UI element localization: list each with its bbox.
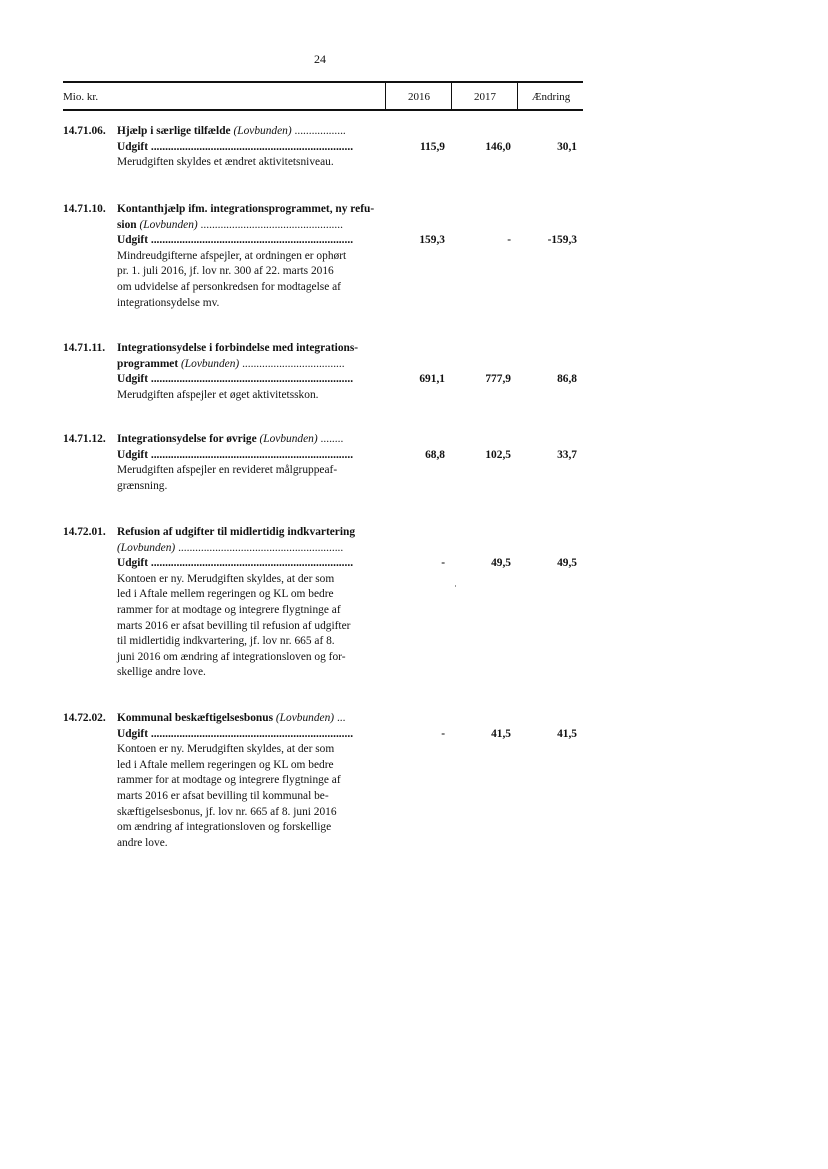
description-line: til midlertidig indkvartering, jf. lov nr. 665 af 8. bbox=[117, 635, 335, 648]
description-line: juni 2016 om ændring af integrationsloven og for- bbox=[117, 650, 346, 663]
entry-description bbox=[117, 249, 417, 311]
entry-title bbox=[117, 711, 387, 727]
value-change: 86,8 bbox=[557, 373, 577, 386]
title-line: programmet bbox=[117, 357, 181, 370]
unit-header: Mio. kr. bbox=[63, 91, 99, 103]
expenditure-line: Udgift ....................................................................... bbox=[117, 727, 354, 740]
scan-speck bbox=[455, 585, 456, 587]
value-2017: 777,9 bbox=[485, 373, 511, 386]
entry-title bbox=[117, 124, 387, 140]
account-code: 14.71.12. bbox=[63, 433, 106, 445]
value-change: 33,7 bbox=[557, 448, 577, 461]
entry-body bbox=[117, 124, 387, 171]
description-line: om ændring af integrationsloven og forskellige bbox=[117, 821, 332, 834]
expenditure-line: Udgift ....................................................................... bbox=[117, 140, 354, 153]
leader-dots: .......................................................... bbox=[175, 541, 344, 554]
title-line: Kommunal beskæftigelsesbonus bbox=[117, 712, 276, 724]
entry-title bbox=[117, 341, 417, 372]
description-line: om udvidelse af personkredsen for modtagelse af bbox=[117, 280, 341, 293]
law-status: (Lovbunden) bbox=[117, 541, 176, 554]
description-line: Kontoen er ny. Merudgiften skyldes, at der som bbox=[117, 743, 335, 756]
title-line: Integrationsydelse for øvrige bbox=[117, 433, 260, 445]
column-header-2017: 2017 bbox=[451, 83, 518, 109]
description-line: Merudgiften afspejler et øget aktivitetsskon. bbox=[117, 388, 319, 401]
expenditure-line: Udgift ....................................................................... bbox=[117, 448, 354, 461]
law-status: (Lovbunden) bbox=[233, 125, 292, 137]
entry-title bbox=[117, 202, 417, 233]
column-header-2016: 2016 bbox=[385, 83, 452, 109]
value-2016: 691,1 bbox=[419, 373, 445, 386]
leader-dots: ... bbox=[334, 712, 346, 724]
value-2017: 146,0 bbox=[485, 140, 511, 153]
entry-description bbox=[117, 388, 417, 404]
title-line: Refusion af udgifter til midlertidig indkvartering bbox=[117, 526, 356, 538]
description-line: marts 2016 er afsat bevilling til refusion af udgifter bbox=[117, 619, 351, 632]
description-line: grænsning. bbox=[117, 479, 168, 492]
entry-body bbox=[117, 202, 417, 311]
law-status: (Lovbunden) bbox=[275, 712, 335, 724]
expenditure-line: Udgift ....................................................................... bbox=[117, 557, 354, 570]
value-2017: 41,5 bbox=[491, 727, 511, 740]
entry-description bbox=[117, 572, 417, 681]
value-2016: - bbox=[441, 557, 445, 570]
law-status: (Lovbunden) bbox=[259, 433, 318, 445]
entry-body bbox=[117, 711, 387, 851]
description-line: Merudgiften afspejler en revideret målgruppeaf- bbox=[117, 464, 338, 477]
entry-description bbox=[117, 155, 387, 171]
description-line: skæftigelsesbonus, jf. lov nr. 665 af 8. juni 2016 bbox=[117, 805, 337, 818]
value-change: 41,5 bbox=[557, 727, 577, 740]
description-line: Kontoen er ny. Merudgiften skyldes, at der som bbox=[117, 572, 335, 585]
description-line: Merudgiften skyldes et ændret aktivitetsniveau. bbox=[117, 156, 334, 169]
value-2017: - bbox=[507, 234, 511, 247]
value-2016: 159,3 bbox=[419, 234, 445, 247]
account-code: 14.72.01. bbox=[63, 526, 106, 538]
account-code: 14.72.02. bbox=[63, 712, 106, 724]
description-line: skellige andre love. bbox=[117, 666, 206, 679]
description-line: rammer for at modtage og integrere flygtninge af bbox=[117, 603, 341, 616]
value-change: -159,3 bbox=[547, 234, 577, 247]
entry-title bbox=[117, 432, 387, 448]
description-line: led i Aftale mellem regeringen og KL om bedre bbox=[117, 588, 334, 601]
description-line: andre love. bbox=[117, 836, 168, 849]
description-line: pr. 1. juli 2016, jf. lov nr. 300 af 22. marts 2016 bbox=[117, 265, 334, 278]
value-change: 30,1 bbox=[557, 140, 577, 153]
leader-dots: .................................................. bbox=[197, 218, 343, 231]
leader-dots: ........ bbox=[317, 433, 344, 445]
description-line: Mindreudgifterne afspejler, at ordningen er ophørt bbox=[117, 249, 347, 262]
description-line: led i Aftale mellem regeringen og KL om bedre bbox=[117, 758, 334, 771]
value-2016: - bbox=[441, 727, 445, 740]
entry-body bbox=[117, 432, 387, 494]
description-line: marts 2016 er afsat bevilling til kommunal be- bbox=[117, 789, 329, 802]
description-line: integrationsydelse mv. bbox=[117, 296, 220, 309]
table-header bbox=[63, 81, 583, 111]
value-2016: 68,8 bbox=[425, 448, 445, 461]
entry-description bbox=[117, 463, 387, 494]
account-code: 14.71.11. bbox=[63, 342, 106, 354]
entry-body bbox=[117, 341, 417, 403]
expenditure-line: Udgift ....................................................................... bbox=[117, 373, 354, 386]
column-header-change: Ændring bbox=[517, 83, 584, 109]
title-line: Kontanthjælp ifm. integrationsprogrammet, ny refu- bbox=[117, 203, 375, 215]
account-code: 14.71.10. bbox=[63, 203, 106, 215]
entry-title bbox=[117, 525, 417, 556]
value-2017: 49,5 bbox=[491, 557, 511, 570]
leader-dots: .................. bbox=[291, 125, 346, 137]
entry-description bbox=[117, 742, 387, 851]
title-line: Hjælp i særlige tilfælde bbox=[117, 125, 234, 137]
account-code: 14.71.06. bbox=[63, 125, 106, 137]
value-2016: 115,9 bbox=[420, 140, 445, 153]
value-2017: 102,5 bbox=[485, 448, 511, 461]
value-change: 49,5 bbox=[557, 557, 577, 570]
law-status: (Lovbunden) bbox=[181, 357, 240, 370]
law-status: (Lovbunden) bbox=[139, 218, 198, 231]
title-line: Integrationsydelse i forbindelse med integrations- bbox=[117, 342, 359, 354]
page-number: 24 bbox=[314, 52, 326, 66]
title-line: sion bbox=[117, 218, 140, 231]
description-line: rammer for at modtage og integrere flygtninge af bbox=[117, 774, 341, 787]
leader-dots: .................................... bbox=[239, 357, 345, 370]
entry-body bbox=[117, 525, 417, 681]
expenditure-line: Udgift ....................................................................... bbox=[117, 234, 354, 247]
